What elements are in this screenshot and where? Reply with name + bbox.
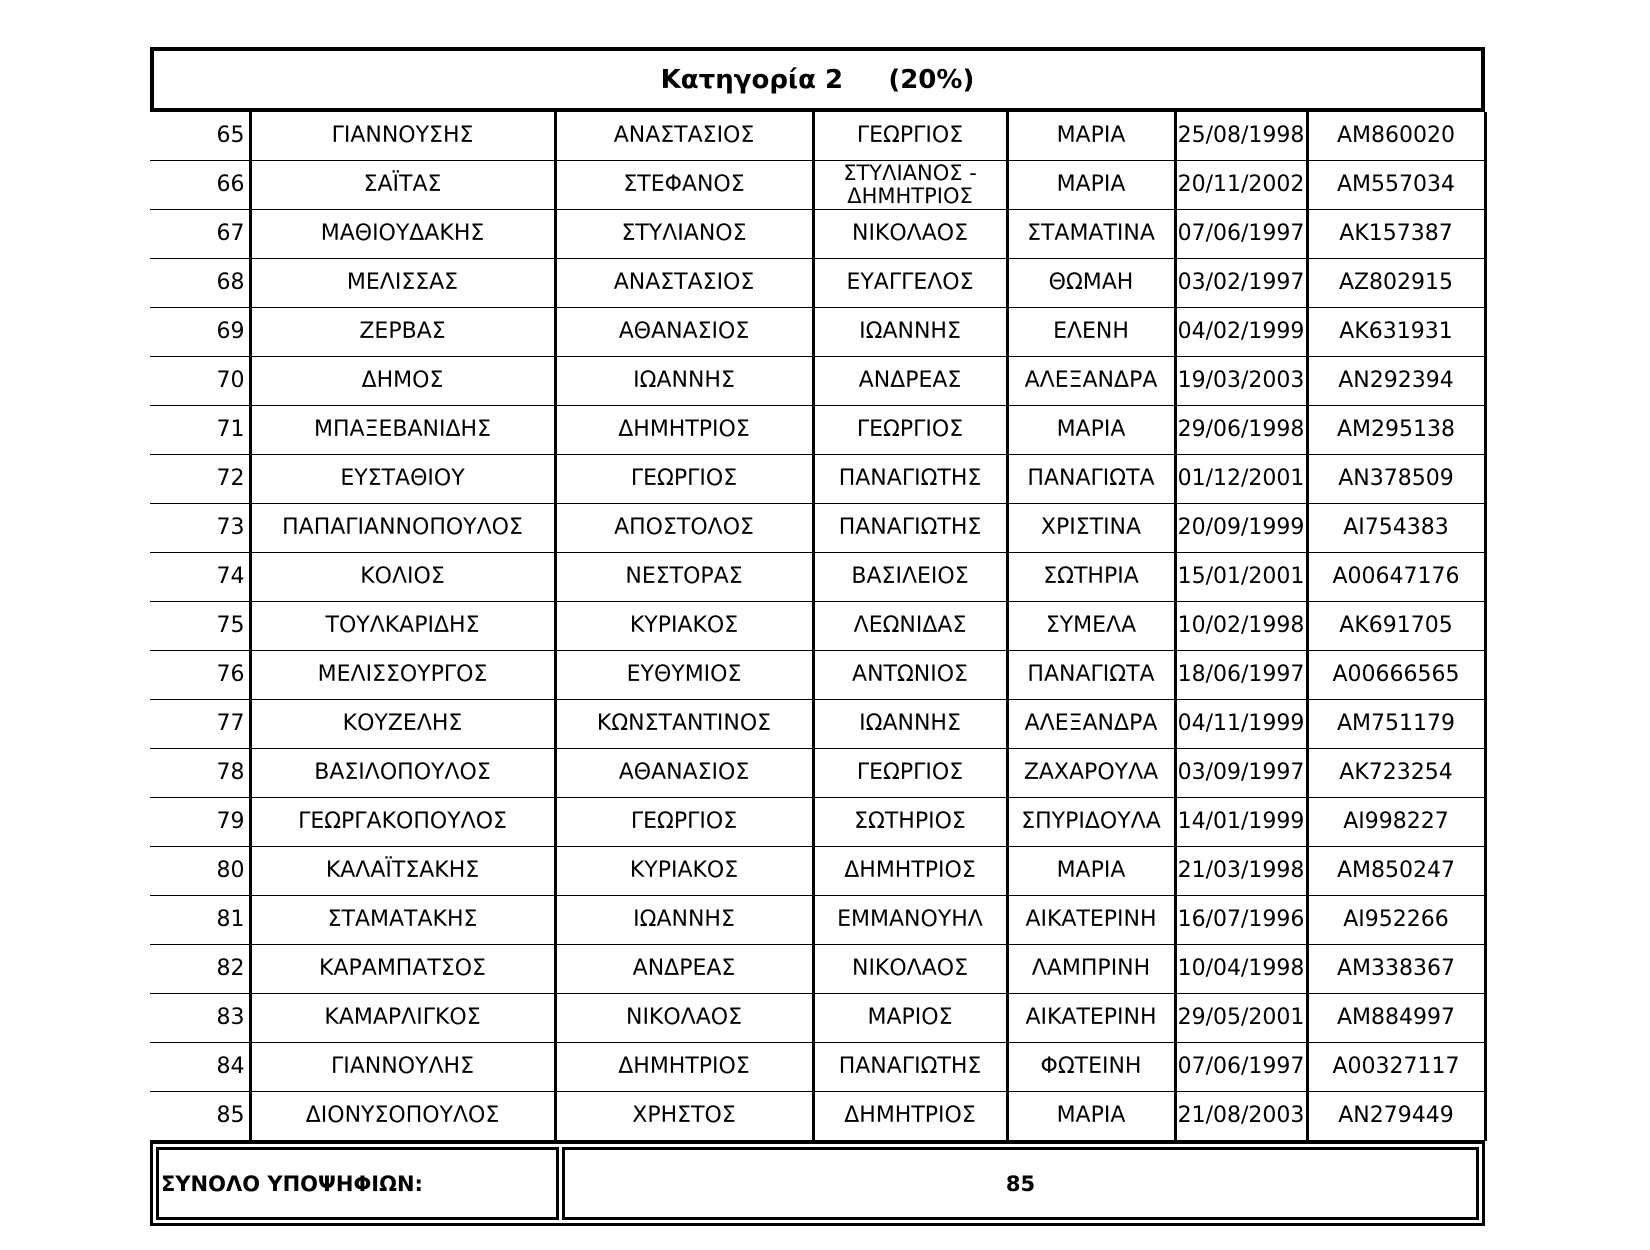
candidates-table-body [150,112,1485,1141]
father-name-cell: ΣΤΥΛΙΑΝΟΣ - ΔΗΜΗΤΡΙΟΣ [813,161,1007,210]
surname-cell: ΔΗΜΟΣ [250,357,555,406]
row-number: 65 [150,112,250,161]
table-row [150,700,1485,749]
birth-date-cell: 04/02/1999 [1175,308,1307,357]
surname-cell: ΓΙΑΝΝΟΥΛΗΣ [250,1043,555,1092]
father-name-cell: ΑΝΔΡΕΑΣ [813,357,1007,406]
birth-date-cell: 20/09/1999 [1175,504,1307,553]
row-number: 75 [150,602,250,651]
row-number: 68 [150,259,250,308]
birth-date-cell: 01/12/2001 [1175,455,1307,504]
first-name-cell: ΔΗΜΗΤΡΙΟΣ [555,406,813,455]
birth-date-cell: 21/03/1998 [1175,847,1307,896]
first-name-cell: ΑΘΑΝΑΣΙΟΣ [555,308,813,357]
father-name-cell: ΓΕΩΡΓΙΟΣ [813,406,1007,455]
first-name-cell: ΑΝΑΣΤΑΣΙΟΣ [555,259,813,308]
surname-cell: ΜΕΛΙΣΣΟΥΡΓΟΣ [250,651,555,700]
total-footer [150,1141,1485,1226]
table-row [150,847,1485,896]
father-name-cell: ΕΥΑΓΓΕΛΟΣ [813,259,1007,308]
id-number-cell: AK723254 [1307,749,1485,798]
first-name-cell: ΣΤΥΛΙΑΝΟΣ [555,210,813,259]
id-number-cell: A00647176 [1307,553,1485,602]
father-name-cell: ΠΑΝΑΓΙΩΤΗΣ [813,504,1007,553]
birth-date-cell: 03/09/1997 [1175,749,1307,798]
mother-name-cell: ΘΩΜΑΗ [1007,259,1175,308]
mother-name-cell: ΠΑΝΑΓΙΩΤΑ [1007,651,1175,700]
id-number-cell: AN378509 [1307,455,1485,504]
id-number-cell: AN292394 [1307,357,1485,406]
birth-date-cell: 25/08/1998 [1175,112,1307,161]
birth-date-cell: 15/01/2001 [1175,553,1307,602]
birth-date-cell: 20/11/2002 [1175,161,1307,210]
surname-cell: ΤΟΥΛΚΑΡΙΔΗΣ [250,602,555,651]
first-name-cell: ΝΕΣΤΟΡΑΣ [555,553,813,602]
table-row [150,455,1485,504]
father-name-cell: ΠΑΝΑΓΙΩΤΗΣ [813,1043,1007,1092]
surname-cell: ΚΑΡΑΜΠΑΤΣΟΣ [250,945,555,994]
first-name-cell: ΚΩΝΣΤΑΝΤΙΝΟΣ [555,700,813,749]
row-number: 84 [150,1043,250,1092]
id-number-cell: AK631931 [1307,308,1485,357]
surname-cell: ΔΙΟΝΥΣΟΠΟΥΛΟΣ [250,1092,555,1141]
table-row [150,308,1485,357]
id-number-cell: AM557034 [1307,161,1485,210]
surname-cell: ΚΟΥΖΕΛΗΣ [250,700,555,749]
first-name-cell: ΑΝΔΡΕΑΣ [555,945,813,994]
row-number: 77 [150,700,250,749]
id-number-cell: AM860020 [1307,112,1485,161]
surname-cell: ΣΑΪΤΑΣ [250,161,555,210]
row-number: 73 [150,504,250,553]
id-number-cell: AZ802915 [1307,259,1485,308]
father-name-cell: ΓΕΩΡΓΙΟΣ [813,112,1007,161]
id-number-cell: AN279449 [1307,1092,1485,1141]
table-row [150,1092,1485,1141]
father-name-cell: ΠΑΝΑΓΙΩΤΗΣ [813,455,1007,504]
father-name-cell: ΔΗΜΗΤΡΙΟΣ [813,1092,1007,1141]
surname-cell: ΠΑΠΑΓΙΑΝΝΟΠΟΥΛΟΣ [250,504,555,553]
mother-name-cell: ΖΑΧΑΡΟΥΛΑ [1007,749,1175,798]
mother-name-cell: ΕΛΕΝΗ [1007,308,1175,357]
first-name-cell: ΚΥΡΙΑΚΟΣ [555,602,813,651]
mother-name-cell: ΣΠΥΡΙΔΟΥΛΑ [1007,798,1175,847]
table-row [150,651,1485,700]
surname-cell: ΕΥΣΤΑΘΙΟΥ [250,455,555,504]
surname-cell: ΚΑΛΑΪΤΣΑΚΗΣ [250,847,555,896]
father-name-cell: ΜΑΡΙΟΣ [813,994,1007,1043]
surname-cell: ΓΙΑΝΝΟΥΣΗΣ [250,112,555,161]
birth-date-cell: 03/02/1997 [1175,259,1307,308]
table-row [150,896,1485,945]
row-number: 79 [150,798,250,847]
father-name-cell: ΙΩΑΝΝΗΣ [813,700,1007,749]
surname-cell: ΖΕΡΒΑΣ [250,308,555,357]
first-name-cell: ΙΩΑΝΝΗΣ [555,357,813,406]
id-number-cell: AI952266 [1307,896,1485,945]
mother-name-cell: ΜΑΡΙΑ [1007,847,1175,896]
table-row [150,602,1485,651]
mother-name-cell: ΑΛΕΞΑΝΔΡΑ [1007,357,1175,406]
id-number-cell: AM850247 [1307,847,1485,896]
row-number: 70 [150,357,250,406]
row-number: 71 [150,406,250,455]
mother-name-cell: ΜΑΡΙΑ [1007,161,1175,210]
table-row [150,553,1485,602]
mother-name-cell: ΜΑΡΙΑ [1007,1092,1175,1141]
row-number: 74 [150,553,250,602]
birth-date-cell: 19/03/2003 [1175,357,1307,406]
surname-cell: ΚΟΛΙΟΣ [250,553,555,602]
table-row [150,504,1485,553]
row-number: 67 [150,210,250,259]
mother-name-cell: ΜΑΡΙΑ [1007,112,1175,161]
category-title: Κατηγορία 2 (20%) [150,47,1485,112]
birth-date-cell: 07/06/1997 [1175,210,1307,259]
id-number-cell: A00666565 [1307,651,1485,700]
id-number-cell: AK157387 [1307,210,1485,259]
row-number: 66 [150,161,250,210]
candidate-list-sheet [150,47,1485,1226]
table-row [150,161,1485,210]
first-name-cell: ΓΕΩΡΓΙΟΣ [555,455,813,504]
birth-date-cell: 10/02/1998 [1175,602,1307,651]
father-name-cell: ΝΙΚΟΛΑΟΣ [813,945,1007,994]
id-number-cell: AM751179 [1307,700,1485,749]
mother-name-cell: ΛΑΜΠΡΙΝΗ [1007,945,1175,994]
table-row [150,994,1485,1043]
father-name-cell: ΝΙΚΟΛΑΟΣ [813,210,1007,259]
row-number: 78 [150,749,250,798]
surname-cell: ΜΕΛΙΣΣΑΣ [250,259,555,308]
first-name-cell: ΓΕΩΡΓΙΟΣ [555,798,813,847]
first-name-cell: ΝΙΚΟΛΑΟΣ [555,994,813,1043]
total-label: ΣΥΝΟΛΟ ΥΠΟΨΗΦΙΩΝ: [156,1147,559,1220]
row-number: 76 [150,651,250,700]
father-name-cell: ΙΩΑΝΝΗΣ [813,308,1007,357]
mother-name-cell: ΣΥΜΕΛΑ [1007,602,1175,651]
birth-date-cell: 14/01/1999 [1175,798,1307,847]
father-name-cell: ΣΩΤΗΡΙΟΣ [813,798,1007,847]
mother-name-cell: ΑΙΚΑΤΕΡΙΝΗ [1007,994,1175,1043]
id-number-cell: AK691705 [1307,602,1485,651]
row-number: 81 [150,896,250,945]
candidates-table [150,112,1487,1141]
id-number-cell: A00327117 [1307,1043,1485,1092]
first-name-cell: ΔΗΜΗΤΡΙΟΣ [555,1043,813,1092]
first-name-cell: ΕΥΘΥΜΙΟΣ [555,651,813,700]
mother-name-cell: ΑΛΕΞΑΝΔΡΑ [1007,700,1175,749]
mother-name-cell: ΧΡΙΣΤΙΝΑ [1007,504,1175,553]
table-row [150,749,1485,798]
total-count: 85 [562,1147,1479,1220]
mother-name-cell: ΣΩΤΗΡΙΑ [1007,553,1175,602]
row-number: 82 [150,945,250,994]
father-name-cell: ΔΗΜΗΤΡΙΟΣ [813,847,1007,896]
birth-date-cell: 18/06/1997 [1175,651,1307,700]
table-row [150,945,1485,994]
id-number-cell: AM295138 [1307,406,1485,455]
surname-cell: ΣΤΑΜΑΤΑΚΗΣ [250,896,555,945]
first-name-cell: ΑΘΑΝΑΣΙΟΣ [555,749,813,798]
row-number: 72 [150,455,250,504]
mother-name-cell: ΣΤΑΜΑΤΙΝΑ [1007,210,1175,259]
id-number-cell: AI998227 [1307,798,1485,847]
first-name-cell: ΙΩΑΝΝΗΣ [555,896,813,945]
id-number-cell: AM338367 [1307,945,1485,994]
table-row [150,112,1485,161]
row-number: 85 [150,1092,250,1141]
mother-name-cell: ΜΑΡΙΑ [1007,406,1175,455]
table-row [150,798,1485,847]
surname-cell: ΚΑΜΑΡΛΙΓΚΟΣ [250,994,555,1043]
first-name-cell: ΑΝΑΣΤΑΣΙΟΣ [555,112,813,161]
row-number: 69 [150,308,250,357]
birth-date-cell: 10/04/1998 [1175,945,1307,994]
row-number: 80 [150,847,250,896]
surname-cell: ΒΑΣΙΛΟΠΟΥΛΟΣ [250,749,555,798]
birth-date-cell: 29/06/1998 [1175,406,1307,455]
id-number-cell: AI754383 [1307,504,1485,553]
table-row [150,210,1485,259]
row-number: 83 [150,994,250,1043]
father-name-cell: ΒΑΣΙΛΕΙΟΣ [813,553,1007,602]
table-row [150,259,1485,308]
father-name-cell: ΑΝΤΩΝΙΟΣ [813,651,1007,700]
table-row [150,406,1485,455]
id-number-cell: AM884997 [1307,994,1485,1043]
surname-cell: ΜΠΑΞΕΒΑΝΙΔΗΣ [250,406,555,455]
first-name-cell: ΧΡΗΣΤΟΣ [555,1092,813,1141]
table-row [150,1043,1485,1092]
father-name-cell: ΓΕΩΡΓΙΟΣ [813,749,1007,798]
first-name-cell: ΚΥΡΙΑΚΟΣ [555,847,813,896]
table-row [150,357,1485,406]
first-name-cell: ΑΠΟΣΤΟΛΟΣ [555,504,813,553]
birth-date-cell: 29/05/2001 [1175,994,1307,1043]
father-name-cell: ΕΜΜΑΝΟΥΗΛ [813,896,1007,945]
birth-date-cell: 07/06/1997 [1175,1043,1307,1092]
surname-cell: ΓΕΩΡΓΑΚΟΠΟΥΛΟΣ [250,798,555,847]
mother-name-cell: ΑΙΚΑΤΕΡΙΝΗ [1007,896,1175,945]
surname-cell: ΜΑΘΙΟΥΔΑΚΗΣ [250,210,555,259]
first-name-cell: ΣΤΕΦΑΝΟΣ [555,161,813,210]
birth-date-cell: 21/08/2003 [1175,1092,1307,1141]
mother-name-cell: ΦΩΤΕΙΝΗ [1007,1043,1175,1092]
birth-date-cell: 16/07/1996 [1175,896,1307,945]
birth-date-cell: 04/11/1999 [1175,700,1307,749]
father-name-cell: ΛΕΩΝΙΔΑΣ [813,602,1007,651]
mother-name-cell: ΠΑΝΑΓΙΩΤΑ [1007,455,1175,504]
